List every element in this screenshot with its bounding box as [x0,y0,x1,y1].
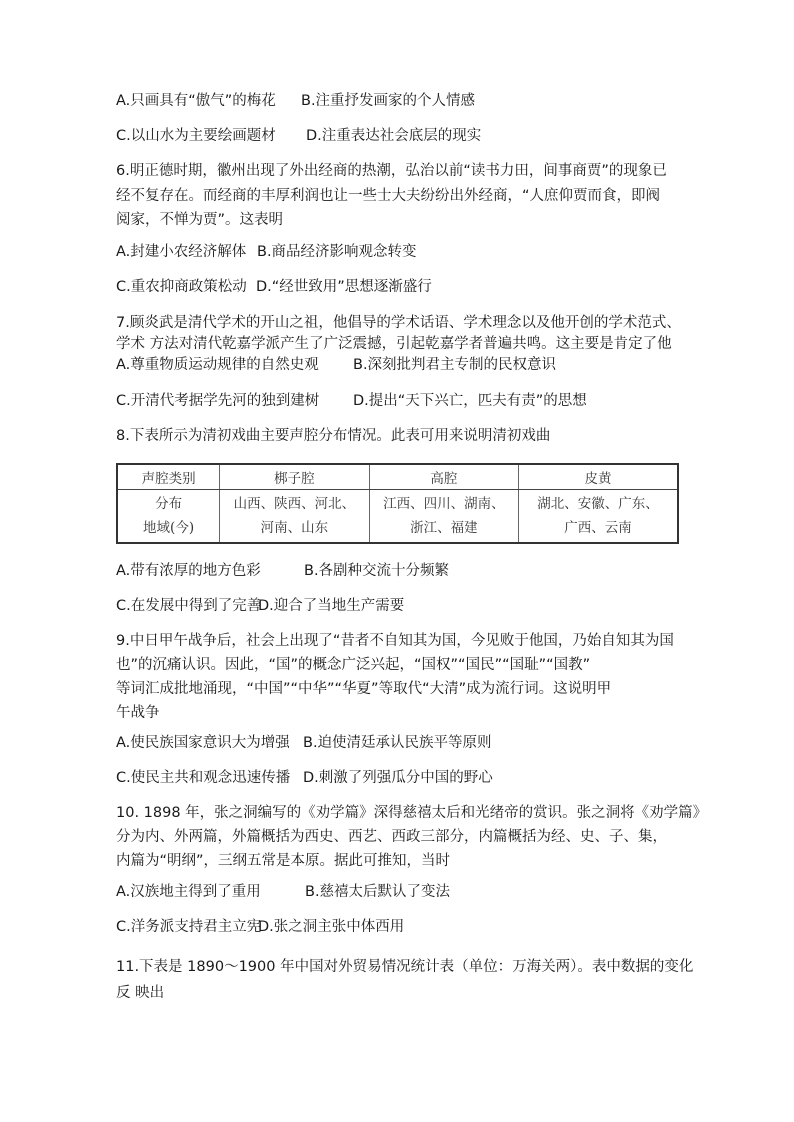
q11-stem-line: 反 映出 [116,985,165,1001]
q8-stem: 8.下表所示为清初戏曲主要声腔分布情况。此表可用来说明清初戏曲 [116,428,551,444]
q10-option-a[interactable]: A.汉族地主得到了重用 [116,884,261,900]
q9-option-d[interactable]: D.刺激了列强瓜分中国的野心 [303,770,493,786]
table-cell-line: 广西、云南 [564,520,632,536]
table-cell-line: 山西、陕西、河北、 [233,496,356,512]
q10-stem-line: 内篇为“明纲”，三纲五常是本原。据此可推知，当时 [116,853,451,869]
q10-stem-line: 10. 1898 年，张之洞编写的《劝学篇》深得慈禧太后和光绪帝的赏识。张之洞将《劝学篇》 [116,805,708,821]
q6-option-a[interactable]: A.封建小农经济解体 [116,244,247,260]
table-cell-line: 江西、四川、湖南、 [383,496,505,512]
table-cell-line: 湖北、安徽、广东、 [537,496,659,512]
q6-option-c[interactable]: C.重农抑商政策松动 [116,279,247,295]
q9-option-b[interactable]: B.迫使清廷承认民族平等原则 [303,735,492,751]
row-label-cell [117,490,220,544]
table-header-row [117,464,678,490]
table-cell-line: 浙江、福建 [410,520,478,536]
q9-stem-line: 9.中日甲午战争后，社会上出现了“昔者不自知其为国，今见败于他国，乃始自知其为国 [116,633,674,649]
q11-stem-line: 11.下表是 1890～1900 年中国对外贸易情况统计表（单位：万海关两）。表中数据的变化 [116,959,694,975]
table-header-cell: 皮黄 [519,464,678,490]
q10-option-c[interactable]: C.洋务派支持君主立宪 [116,919,262,935]
q5-option-a[interactable]: A.只画具有“傲气”的梅花 [116,93,276,109]
q6-stem-line: 阅家，不惮为贾”。这表明 [116,212,284,228]
q10-option-b[interactable]: B.慈禧太后默认了变法 [305,884,451,900]
q9-stem-line: 也”的沉痛认识。因此，“国”的概念广泛兴起，“国权”“国民”“国耻”“国教” [116,657,591,673]
q8-option-c[interactable]: C.在发展中得到了完善 [116,598,262,614]
table-header-cell: 声腔类别 [117,464,220,490]
q7-option-a[interactable]: A.尊重物质运动规律的自然史观 [116,357,319,373]
q10-stem-line: 分为内、外两篇，外篇概括为西史、西艺、西政三部分，内篇概括为经、史、子、集， [116,829,667,845]
table-cell [519,490,678,544]
table-cell [369,490,518,544]
opera-distribution-table [116,463,679,544]
table-cell [220,490,369,544]
q10-option-d[interactable]: D.张之洞主张中体西用 [258,919,405,935]
q6-stem-line: 6.明正德时期，徽州出现了外出经商的热潮，弘治以前“读书力田，间事商贾”的现象已 [116,163,667,179]
q5-option-c[interactable]: C.以山水为主要绘画题材 [116,128,276,144]
table-row [117,490,678,544]
table-header-cell: 高腔 [369,464,518,490]
q5-option-d[interactable]: D.注重表达社会底层的现实 [306,128,482,144]
q5-option-b[interactable]: B.注重抒发画家的个人情感 [301,93,476,109]
table-header-cell: 梆子腔 [220,464,369,490]
row-label-line: 分布 [155,496,183,512]
q9-stem-line: 等词汇成批地涌现，“中国”“中华”“华夏”等取代“大清”成为流行词。这说明甲 [116,681,612,697]
q8-option-a[interactable]: A.带有浓厚的地方色彩 [116,563,261,579]
q6-stem-line: 经不复存在。而经商的丰厚利润也让一些士大夫纷纷出外经商，“人庶仰贾而食，即阀 [116,188,661,204]
q9-stem-line: 午战争 [116,705,160,721]
row-label-line: 地域(今) [143,520,195,536]
q7-stem-line: 学术 方法对清代乾嘉学派产生了广泛震撼，引起乾嘉学者普遍共鸣。这主要是肯定了他 [116,336,672,352]
q8-option-b[interactable]: B.各剧种交流十分频繁 [304,563,450,579]
q9-option-c[interactable]: C.使民主共和观念迅速传播 [116,770,291,786]
q7-stem-line: 7.顾炎武是清代学术的开山之祖，他倡导的学术话语、学术理念以及他开创的学术范式、 [116,315,681,331]
q7-option-b[interactable]: B.深刻批判君主专制的民权意识 [353,357,557,373]
q7-option-c[interactable]: C.开清代考据学先河的独到建树 [116,393,320,409]
q7-option-d[interactable]: D.提出“天下兴亡，匹夫有责”的思想 [353,393,587,409]
q9-option-a[interactable]: A.使民族国家意识大为增强 [116,735,290,751]
q6-option-b[interactable]: B.商品经济影响观念转变 [257,244,417,260]
q6-option-d[interactable]: D.“经世致用”思想逐渐盛行 [256,279,432,295]
q8-option-d[interactable]: D.迎合了当地生产需要 [258,598,405,614]
table-cell-line: 河南、山东 [260,520,329,536]
